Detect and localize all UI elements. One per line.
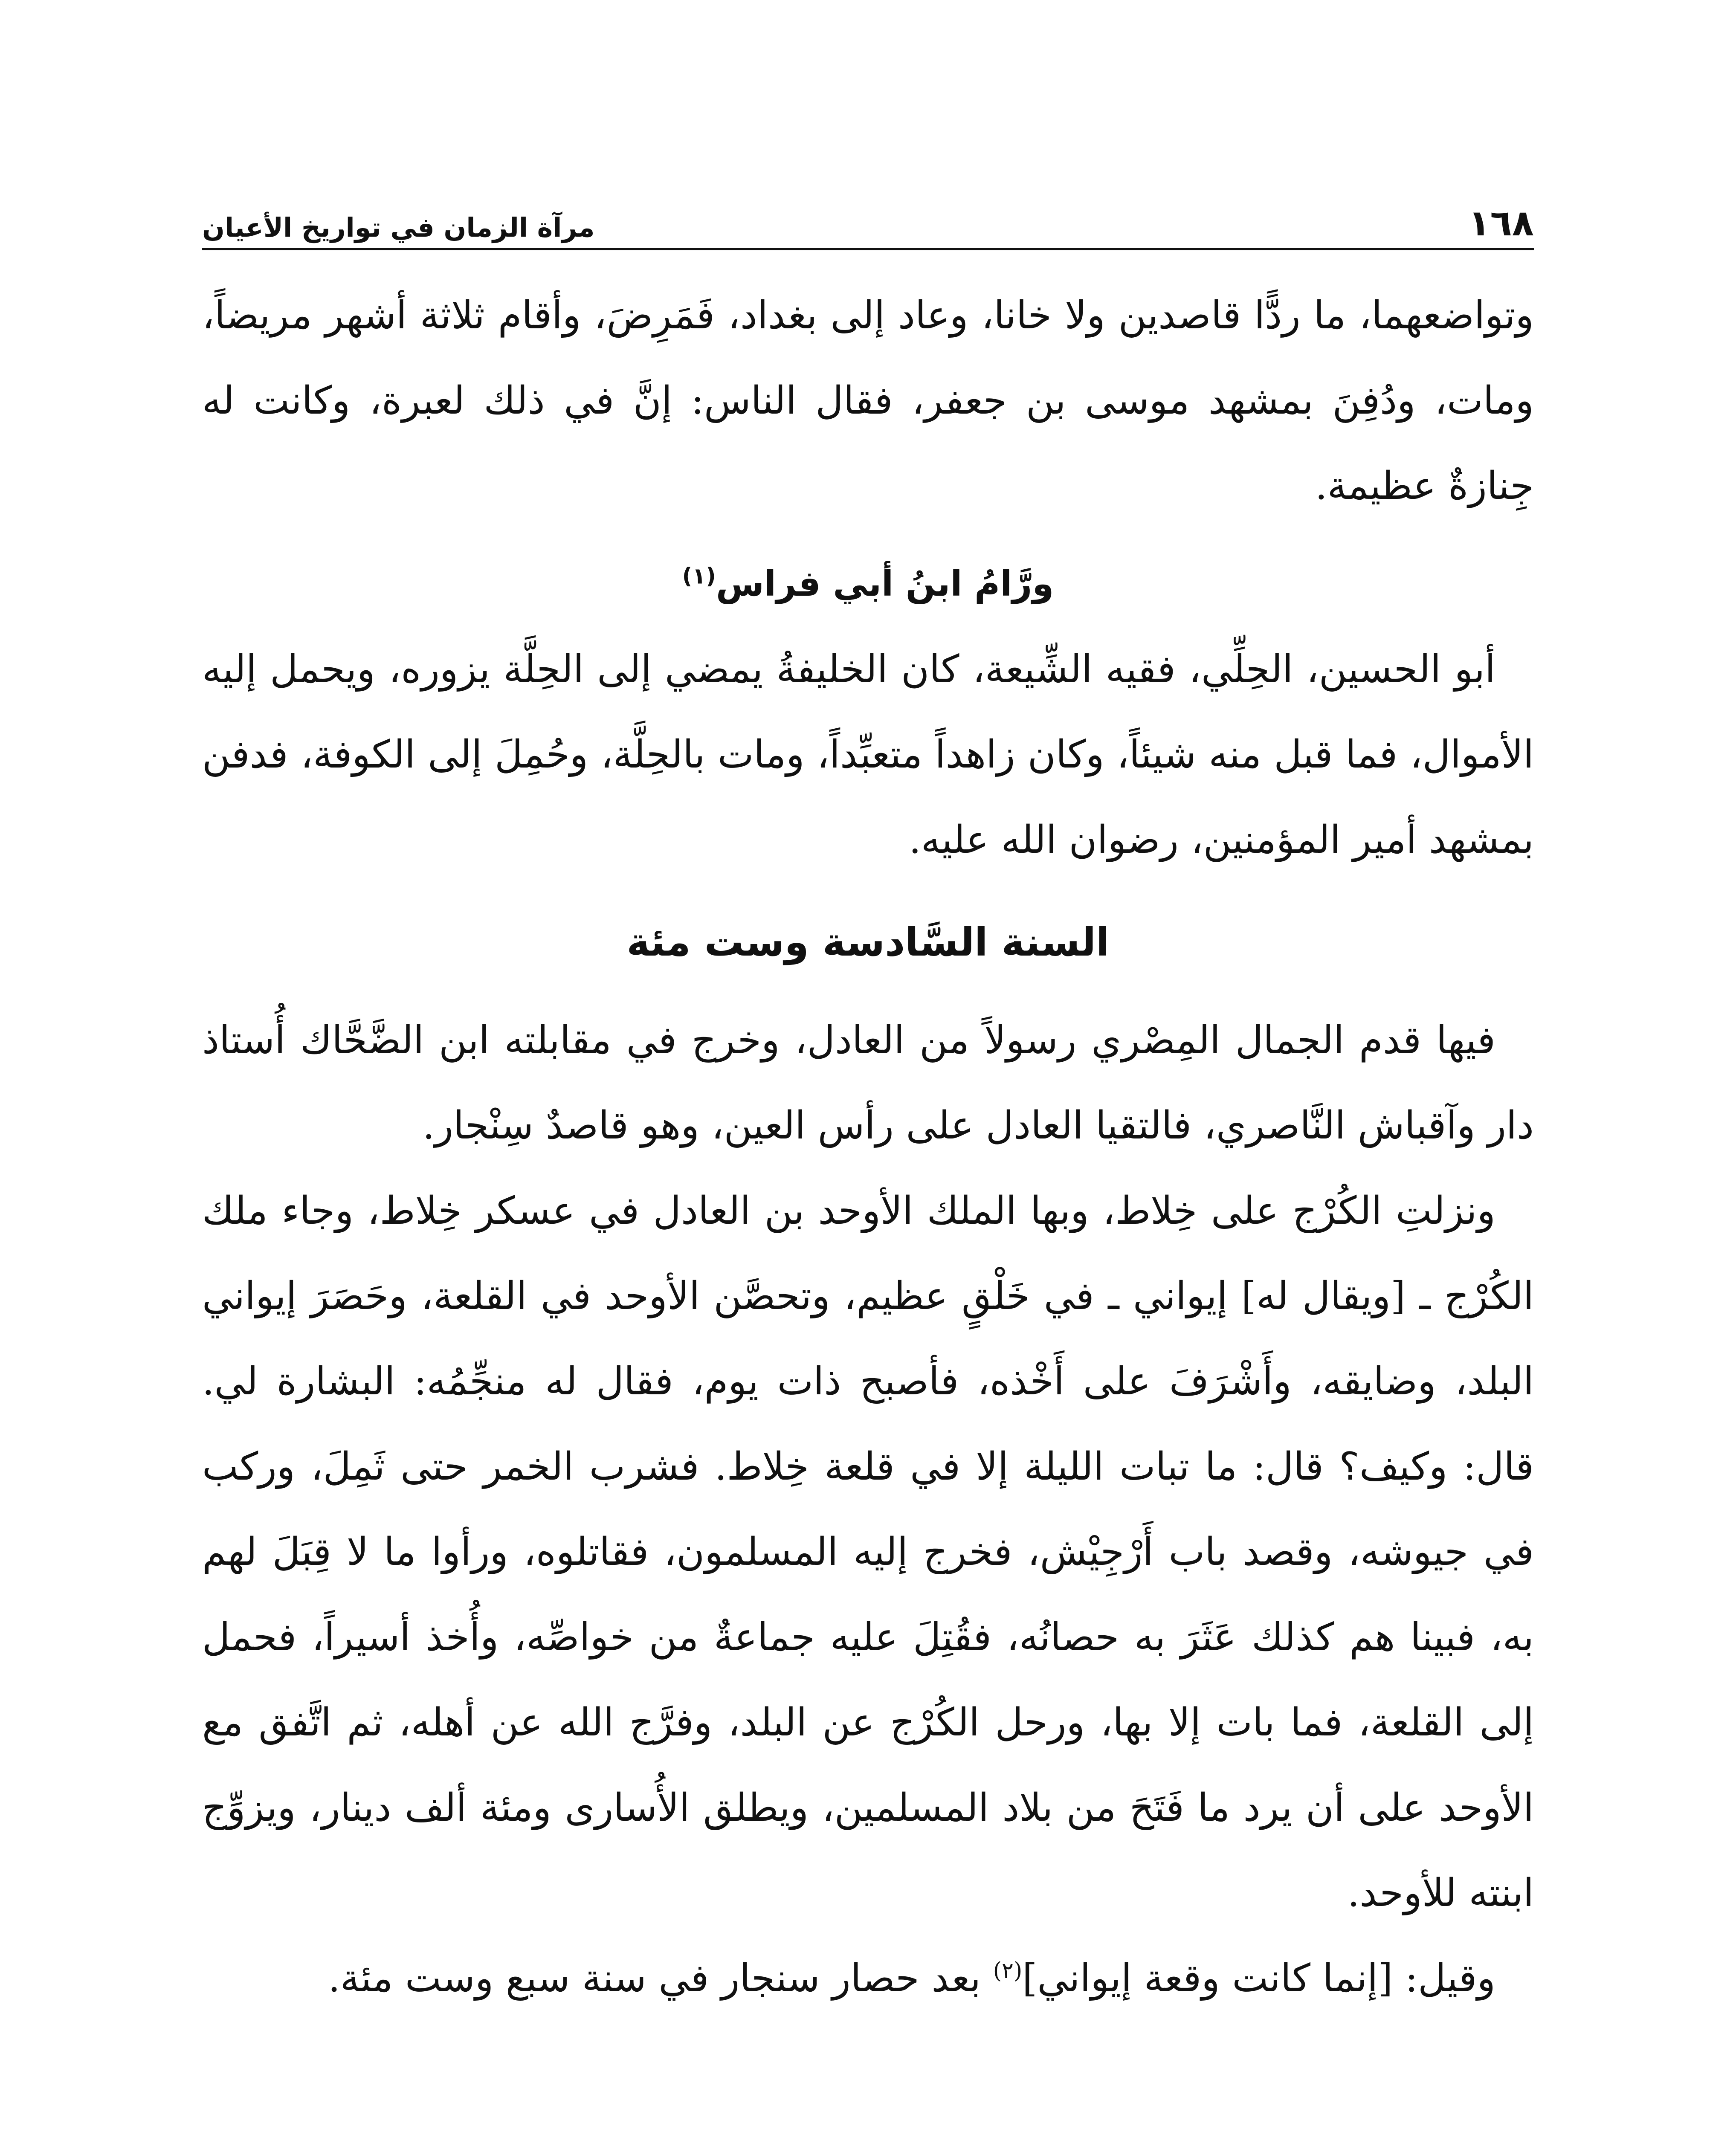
paragraph-alternate-report [202, 1936, 1534, 2021]
main-text [202, 273, 1534, 2021]
running-header [202, 194, 1534, 250]
paragraph-biography: أبو الحسين، الحِلِّي، فقيه الشِّيعة، كان الخليفةُ يمضي إلى الحِلَّة يزوره، ويحمل إليه الأموال، فما قبل منه شيئاً، وكان زاهداً متعبِّداً، ومات بالحِلَّة، وحُمِلَ إلى الكوفة، فدفن بمشهد أمير المؤمنين، رضوان الله عليه. [202, 647, 1534, 862]
heading-warram-ibn-abi-firas [202, 542, 1534, 627]
footnote-ref-2[interactable]: (٢) [993, 1958, 1023, 1984]
paragraph-alt-after: بعد حصار سنجار في سنة سبع وست مئة. [328, 1956, 993, 2001]
paragraph-continuation: وتواضعهما، ما ردًّا قاصدين ولا خانا، وعاد إلى بغداد، فَمَرِضَ، وأقام ثلاثة أشهر مريضاً، ومات، ودُفِنَ بمشهد موسى بن جعفر، فقال الناس: إنَّ في ذلك لعبرة، وكانت له جِنازةٌ عظيمة. [202, 293, 1534, 508]
footnote-ref-1[interactable]: (١) [682, 563, 716, 589]
page-number: ١٦٨ [1468, 202, 1534, 244]
paragraph-georgians-khilat: ونزلتِ الكُرْج على خِلاط، وبها الملك الأوحد بن العادل في عسكر خِلاط، وجاء ملك الكُرْج ـ [ويقال له] إيواني ـ في خَلْقٍ عظيم، وتحصَّن الأوحد في القلعة، وحَصَرَ إيواني البلد، وضايقه، وأَشْرَفَ على أَخْذه، فأصبح ذات يوم، فقال له منجِّمُه: البشارة لي. قال: وكيف؟ قال: ما تبات الليلة إلا في قلعة خِلاط. فشرب الخمر حتى ثَمِلَ، وركب في جيوشه، وقصد باب أَرْجِيْش، فخرج إليه المسلمون، فقاتلوه، ورأوا ما لا قِبَلَ لهم به، فبينا هم كذلك عَثَرَ به حصانُه، فقُتِلَ عليه جماعةٌ من خواصِّه، وأُخذ أسيراً، فحمل إلى القلعة، فما بات إلا بها، ورحل الكُرْج عن البلد، وفرَّج الله عن أهله، ثم اتَّفق مع الأوحد على أن يرد ما فَتَحَ من بلاد المسلمين، ويطلق الأُسارى ومئة ألف دينار، ويزوِّج ابنته للأوحد. [202, 1188, 1534, 1915]
book-title: مرآة الزمان في تواريخ الأعيان [202, 212, 595, 243]
heading-year-606: السنة السَّادسة وست مئة [626, 919, 1110, 965]
heading-person-text: ورَّامُ ابنُ أبي فراس [716, 564, 1054, 604]
paragraph-alt-before: وقيل: [إنما كانت وقعة إيواني] [1022, 1956, 1495, 2001]
paragraph-envoy: فيها قدم الجمال المِصْري رسولاً من العادل، وخرج في مقابلته ابن الضَّحَّاك أُستاذ دار وآقباش النَّاصري، فالتقيا العادل على رأس العين، وهو قاصدٌ سِنْجار. [202, 1018, 1534, 1148]
